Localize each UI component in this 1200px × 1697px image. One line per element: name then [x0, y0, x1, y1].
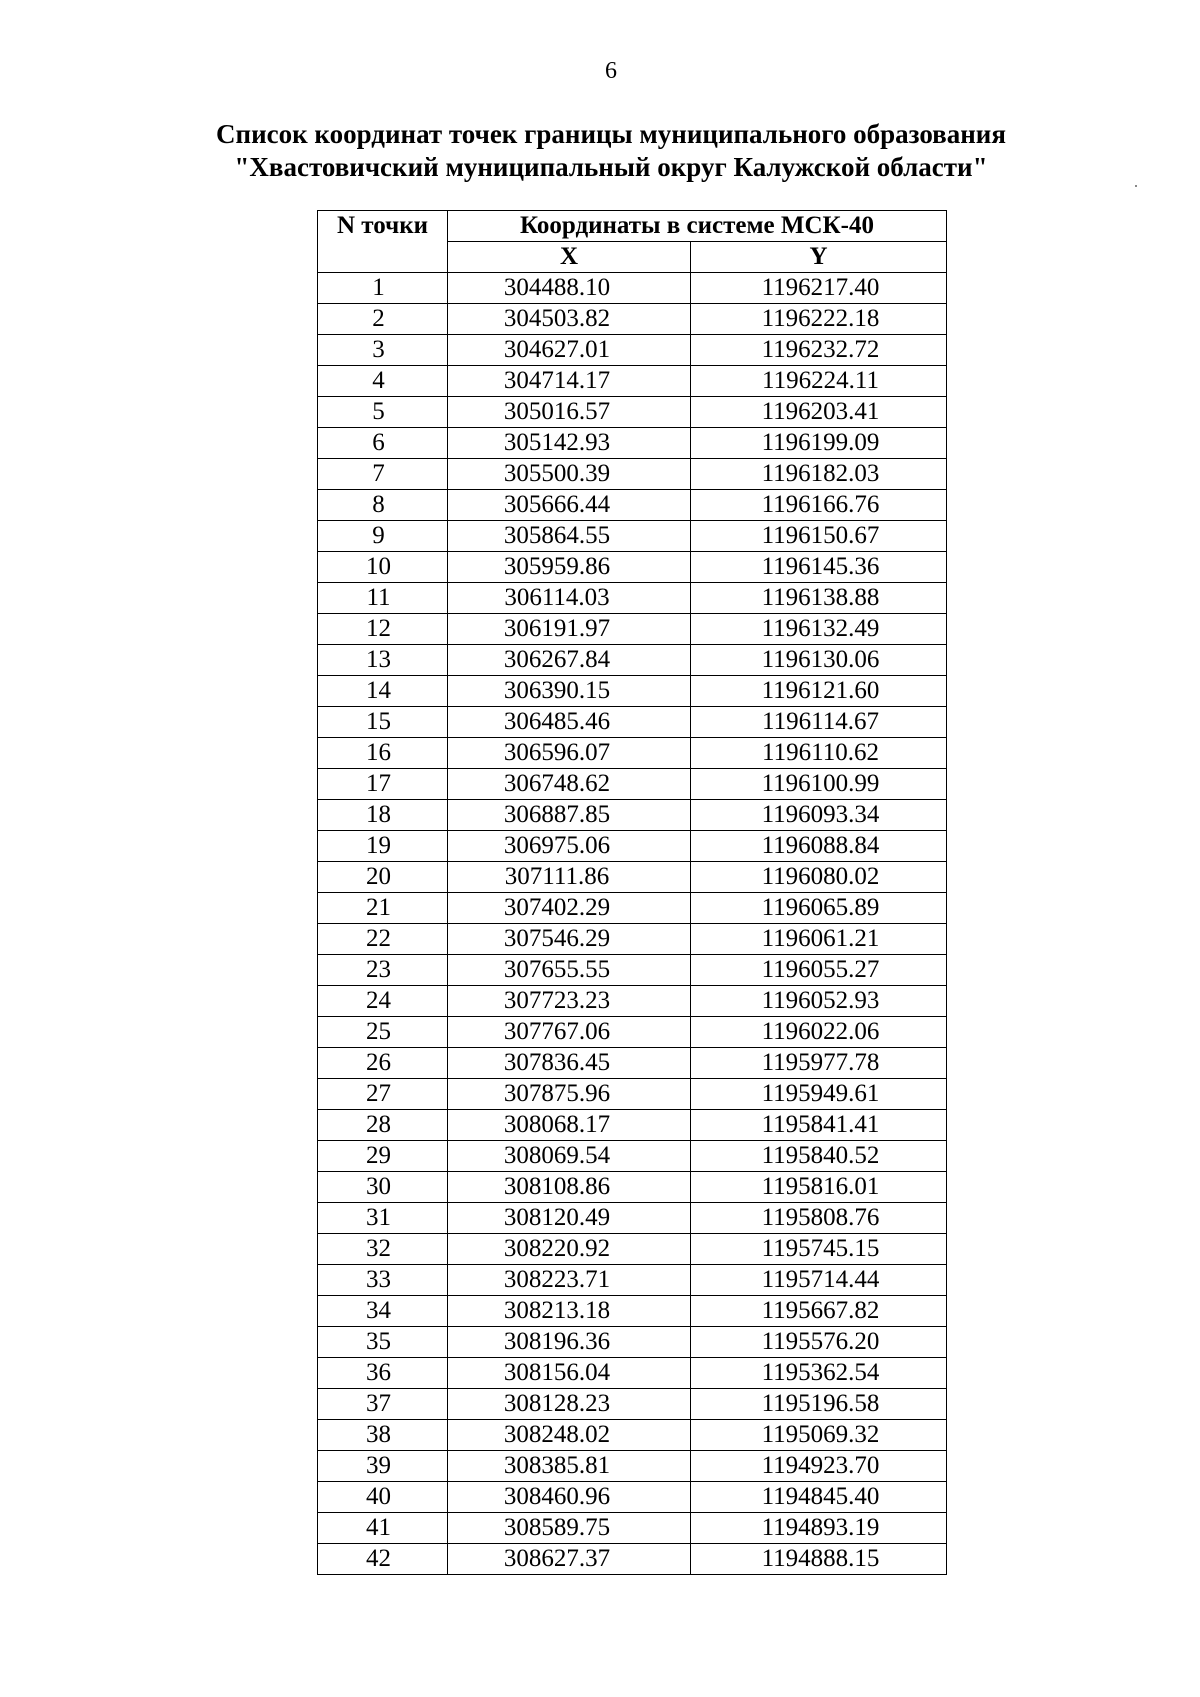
point-number-cell: 24	[318, 986, 448, 1017]
x-coordinate-cell: 306114.03	[448, 583, 691, 614]
point-number-cell: 8	[318, 490, 448, 521]
x-coordinate-cell: 304503.82	[448, 304, 691, 335]
table-row	[318, 986, 947, 1017]
header-point-number: N точки	[318, 211, 448, 273]
y-coordinate-cell: 1195977.78	[691, 1048, 947, 1079]
y-coordinate-cell: 1196132.49	[691, 614, 947, 645]
table-row	[318, 1513, 947, 1544]
point-number-cell: 1	[318, 273, 448, 304]
point-number-cell: 18	[318, 800, 448, 831]
table-row	[318, 366, 947, 397]
x-coordinate-cell: 307875.96	[448, 1079, 691, 1110]
table-row	[318, 1327, 947, 1358]
table-row	[318, 800, 947, 831]
x-coordinate-cell: 306191.97	[448, 614, 691, 645]
table-row	[318, 924, 947, 955]
point-number-cell: 13	[318, 645, 448, 676]
point-number-cell: 29	[318, 1141, 448, 1172]
y-coordinate-cell: 1194893.19	[691, 1513, 947, 1544]
y-coordinate-cell: 1195816.01	[691, 1172, 947, 1203]
y-coordinate-cell: 1196166.76	[691, 490, 947, 521]
table-body	[318, 273, 947, 1575]
point-number-cell: 25	[318, 1017, 448, 1048]
x-coordinate-cell: 308248.02	[448, 1420, 691, 1451]
x-coordinate-cell: 308108.86	[448, 1172, 691, 1203]
y-coordinate-cell: 1196224.11	[691, 366, 947, 397]
point-number-cell: 39	[318, 1451, 448, 1482]
table-row	[318, 1451, 947, 1482]
point-number-cell: 16	[318, 738, 448, 769]
point-number-cell: 26	[318, 1048, 448, 1079]
point-number-cell: 37	[318, 1389, 448, 1420]
x-coordinate-cell: 308213.18	[448, 1296, 691, 1327]
document-title	[0, 118, 1200, 184]
table-row	[318, 552, 947, 583]
x-coordinate-cell: 307111.86	[448, 862, 691, 893]
table-row	[318, 893, 947, 924]
point-number-cell: 23	[318, 955, 448, 986]
point-number-cell: 9	[318, 521, 448, 552]
y-coordinate-cell: 1195196.58	[691, 1389, 947, 1420]
x-coordinate-cell: 304627.01	[448, 335, 691, 366]
point-number-cell: 3	[318, 335, 448, 366]
x-coordinate-cell: 307767.06	[448, 1017, 691, 1048]
point-number-cell: 28	[318, 1110, 448, 1141]
table-row	[318, 1017, 947, 1048]
point-number-cell: 6	[318, 428, 448, 459]
point-number-cell: 10	[318, 552, 448, 583]
x-coordinate-cell: 305666.44	[448, 490, 691, 521]
x-coordinate-cell: 308627.37	[448, 1544, 691, 1575]
table-row	[318, 1544, 947, 1575]
y-coordinate-cell: 1196055.27	[691, 955, 947, 986]
table-row	[318, 1141, 947, 1172]
x-coordinate-cell: 308385.81	[448, 1451, 691, 1482]
y-coordinate-cell: 1196100.99	[691, 769, 947, 800]
y-coordinate-cell: 1194845.40	[691, 1482, 947, 1513]
y-coordinate-cell: 1195714.44	[691, 1265, 947, 1296]
x-coordinate-cell: 308156.04	[448, 1358, 691, 1389]
table-row	[318, 614, 947, 645]
x-coordinate-cell: 306887.85	[448, 800, 691, 831]
point-number-cell: 31	[318, 1203, 448, 1234]
title-line-1: Список координат точек границы муниципального образования	[216, 119, 1006, 149]
x-coordinate-cell: 307836.45	[448, 1048, 691, 1079]
table-row	[318, 1389, 947, 1420]
table-row	[318, 1110, 947, 1141]
table-row	[318, 397, 947, 428]
point-number-cell: 14	[318, 676, 448, 707]
x-coordinate-cell: 306267.84	[448, 645, 691, 676]
x-coordinate-cell: 308068.17	[448, 1110, 691, 1141]
x-coordinate-cell: 307723.23	[448, 986, 691, 1017]
point-number-cell: 12	[318, 614, 448, 645]
x-coordinate-cell: 305500.39	[448, 459, 691, 490]
table-header	[318, 211, 947, 273]
y-coordinate-cell: 1195667.82	[691, 1296, 947, 1327]
table-row	[318, 738, 947, 769]
x-coordinate-cell: 305142.93	[448, 428, 691, 459]
point-number-cell: 21	[318, 893, 448, 924]
table-row	[318, 676, 947, 707]
page-number: 6	[605, 58, 617, 84]
y-coordinate-cell: 1196022.06	[691, 1017, 947, 1048]
x-coordinate-cell: 304714.17	[448, 366, 691, 397]
table-row	[318, 335, 947, 366]
y-coordinate-cell: 1195949.61	[691, 1079, 947, 1110]
point-number-cell: 33	[318, 1265, 448, 1296]
y-coordinate-cell: 1196150.67	[691, 521, 947, 552]
table-row	[318, 1420, 947, 1451]
y-coordinate-cell: 1196145.36	[691, 552, 947, 583]
table-row	[318, 707, 947, 738]
point-number-cell: 40	[318, 1482, 448, 1513]
x-coordinate-cell: 304488.10	[448, 273, 691, 304]
point-number-cell: 17	[318, 769, 448, 800]
y-coordinate-cell: 1196121.60	[691, 676, 947, 707]
point-number-cell: 7	[318, 459, 448, 490]
x-coordinate-cell: 307546.29	[448, 924, 691, 955]
point-number-cell: 11	[318, 583, 448, 614]
table-row	[318, 1296, 947, 1327]
y-coordinate-cell: 1196088.84	[691, 831, 947, 862]
x-coordinate-cell: 308589.75	[448, 1513, 691, 1544]
x-coordinate-cell: 305864.55	[448, 521, 691, 552]
y-coordinate-cell: 1196199.09	[691, 428, 947, 459]
point-number-cell: 20	[318, 862, 448, 893]
scan-speck	[1135, 185, 1137, 187]
x-coordinate-cell: 307402.29	[448, 893, 691, 924]
y-coordinate-cell: 1196138.88	[691, 583, 947, 614]
point-number-cell: 36	[318, 1358, 448, 1389]
table-row	[318, 273, 947, 304]
coordinates-table	[317, 210, 947, 1575]
point-number-cell: 27	[318, 1079, 448, 1110]
point-number-cell: 42	[318, 1544, 448, 1575]
table-row	[318, 1265, 947, 1296]
title-line-2: "Хвастовичский муниципальный округ Калужской области"	[234, 152, 988, 182]
table-row	[318, 490, 947, 521]
x-coordinate-cell: 306975.06	[448, 831, 691, 862]
header-coordinates: Координаты в системе МСК-40	[448, 211, 947, 242]
y-coordinate-cell: 1196222.18	[691, 304, 947, 335]
point-number-cell: 22	[318, 924, 448, 955]
y-coordinate-cell: 1195840.52	[691, 1141, 947, 1172]
header-y: Y	[691, 242, 947, 273]
x-coordinate-cell: 308128.23	[448, 1389, 691, 1420]
point-number-cell: 5	[318, 397, 448, 428]
table-row	[318, 459, 947, 490]
y-coordinate-cell: 1196217.40	[691, 273, 947, 304]
point-number-cell: 2	[318, 304, 448, 335]
x-coordinate-cell: 308196.36	[448, 1327, 691, 1358]
table-row	[318, 428, 947, 459]
x-coordinate-cell: 306390.15	[448, 676, 691, 707]
table-row	[318, 1234, 947, 1265]
y-coordinate-cell: 1195745.15	[691, 1234, 947, 1265]
table-row	[318, 955, 947, 986]
point-number-cell: 15	[318, 707, 448, 738]
x-coordinate-cell: 308069.54	[448, 1141, 691, 1172]
x-coordinate-cell: 305959.86	[448, 552, 691, 583]
x-coordinate-cell: 308460.96	[448, 1482, 691, 1513]
table-row	[318, 862, 947, 893]
y-coordinate-cell: 1194888.15	[691, 1544, 947, 1575]
table-row	[318, 1048, 947, 1079]
table-row	[318, 1172, 947, 1203]
table-row	[318, 769, 947, 800]
x-coordinate-cell: 308120.49	[448, 1203, 691, 1234]
table-row	[318, 1358, 947, 1389]
y-coordinate-cell: 1196052.93	[691, 986, 947, 1017]
x-coordinate-cell: 307655.55	[448, 955, 691, 986]
y-coordinate-cell: 1195069.32	[691, 1420, 947, 1451]
point-number-cell: 34	[318, 1296, 448, 1327]
x-coordinate-cell: 305016.57	[448, 397, 691, 428]
y-coordinate-cell: 1194923.70	[691, 1451, 947, 1482]
y-coordinate-cell: 1196114.67	[691, 707, 947, 738]
point-number-cell: 35	[318, 1327, 448, 1358]
point-number-cell: 41	[318, 1513, 448, 1544]
table-row	[318, 831, 947, 862]
table-row	[318, 1079, 947, 1110]
y-coordinate-cell: 1196110.62	[691, 738, 947, 769]
table-row	[318, 645, 947, 676]
point-number-cell: 30	[318, 1172, 448, 1203]
y-coordinate-cell: 1195841.41	[691, 1110, 947, 1141]
table-row	[318, 521, 947, 552]
y-coordinate-cell: 1196093.34	[691, 800, 947, 831]
y-coordinate-cell: 1196232.72	[691, 335, 947, 366]
y-coordinate-cell: 1196080.02	[691, 862, 947, 893]
table-row	[318, 304, 947, 335]
table-row	[318, 583, 947, 614]
x-coordinate-cell: 308223.71	[448, 1265, 691, 1296]
y-coordinate-cell: 1195362.54	[691, 1358, 947, 1389]
x-coordinate-cell: 306748.62	[448, 769, 691, 800]
table-row	[318, 1203, 947, 1234]
y-coordinate-cell: 1195576.20	[691, 1327, 947, 1358]
y-coordinate-cell: 1196061.21	[691, 924, 947, 955]
header-x: X	[448, 242, 691, 273]
y-coordinate-cell: 1196065.89	[691, 893, 947, 924]
x-coordinate-cell: 306485.46	[448, 707, 691, 738]
point-number-cell: 19	[318, 831, 448, 862]
y-coordinate-cell: 1196182.03	[691, 459, 947, 490]
y-coordinate-cell: 1196130.06	[691, 645, 947, 676]
y-coordinate-cell: 1195808.76	[691, 1203, 947, 1234]
y-coordinate-cell: 1196203.41	[691, 397, 947, 428]
x-coordinate-cell: 308220.92	[448, 1234, 691, 1265]
point-number-cell: 38	[318, 1420, 448, 1451]
table-row	[318, 1482, 947, 1513]
point-number-cell: 32	[318, 1234, 448, 1265]
x-coordinate-cell: 306596.07	[448, 738, 691, 769]
point-number-cell: 4	[318, 366, 448, 397]
